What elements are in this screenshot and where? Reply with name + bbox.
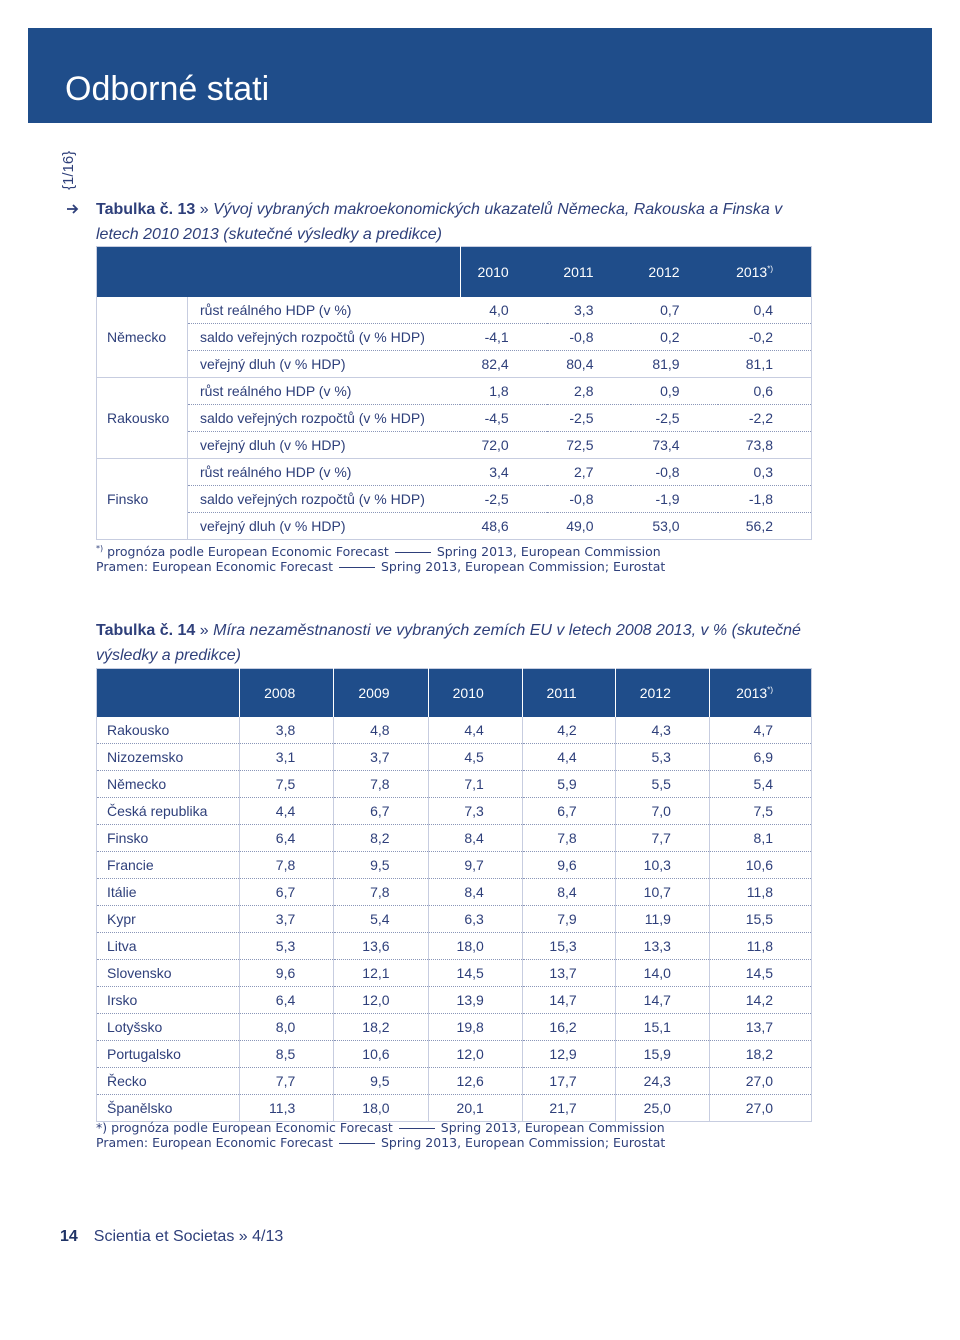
value-cell: 53,0 — [631, 513, 717, 540]
value-cell: 3,4 — [460, 459, 547, 486]
value-cell: 12,6 — [428, 1068, 522, 1095]
value-cell: 14,7 — [522, 987, 615, 1014]
table-row — [97, 405, 812, 432]
table-row — [97, 798, 812, 825]
value-cell: 49,0 — [547, 513, 632, 540]
page-footer — [60, 1228, 283, 1246]
country-cell: Francie — [97, 852, 240, 879]
value-cell: 27,0 — [709, 1068, 811, 1095]
country-cell: Německo — [97, 771, 240, 798]
value-cell: 17,7 — [522, 1068, 615, 1095]
table13-footnote — [96, 541, 665, 574]
table14-header-row — [97, 669, 812, 718]
value-cell: 7,5 — [709, 798, 811, 825]
country-cell: Portugalsko — [97, 1041, 240, 1068]
footnote-text: Pramen: European Economic Forecast — [96, 559, 333, 575]
page-counter — [52, 132, 92, 192]
value-cell: 7,1 — [428, 771, 522, 798]
value-cell: 10,3 — [615, 852, 709, 879]
table-row — [97, 879, 812, 906]
value-cell: 5,9 — [522, 771, 615, 798]
table13-header-blank — [97, 247, 461, 298]
footnote-text: Spring 2013, European Commission; Eurostat — [380, 1135, 666, 1150]
table14-footnote-line2 — [96, 1135, 665, 1150]
value-cell: 7,5 — [240, 771, 334, 798]
value-cell: 14,5 — [428, 960, 522, 987]
value-cell: 11,3 — [240, 1095, 334, 1122]
value-cell: 5,4 — [709, 771, 811, 798]
country-cell: Rakousko — [97, 717, 240, 744]
dash — [395, 552, 431, 553]
value-cell: -2,5 — [460, 486, 547, 513]
table14-year: 2011 — [522, 669, 615, 718]
value-cell: 4,8 — [334, 717, 428, 744]
table-row — [97, 486, 812, 513]
table13-footnote-line2 — [96, 559, 665, 574]
value-cell: -0,2 — [718, 324, 812, 351]
value-cell: 8,0 — [240, 1014, 334, 1041]
value-cell: 8,4 — [428, 879, 522, 906]
value-cell: -2,5 — [547, 405, 632, 432]
table14-caption-label: Tabulka č. 14 — [96, 622, 196, 639]
value-cell: 21,7 — [522, 1095, 615, 1122]
value-cell: 5,3 — [615, 744, 709, 771]
indicator-cell: veřejný dluh (v % HDP) — [188, 513, 461, 540]
value-cell: 8,5 — [240, 1041, 334, 1068]
value-cell: 2,8 — [547, 378, 632, 405]
table-row — [97, 825, 812, 852]
value-cell: 15,9 — [615, 1041, 709, 1068]
value-cell: 81,9 — [631, 351, 717, 378]
value-cell: -2,2 — [718, 405, 812, 432]
table13-caption — [96, 197, 816, 247]
country-cell: Německo — [97, 297, 188, 378]
value-cell: 6,9 — [709, 744, 811, 771]
footnote-mark: *) — [767, 264, 773, 274]
value-cell: 15,3 — [522, 933, 615, 960]
value-cell: 11,8 — [709, 933, 811, 960]
value-cell: 4,7 — [709, 717, 811, 744]
value-cell: 73,4 — [631, 432, 717, 459]
value-cell: 6,7 — [240, 879, 334, 906]
indicator-cell: růst reálného HDP (v %) — [188, 459, 461, 486]
value-cell: 11,8 — [709, 879, 811, 906]
value-cell: 8,2 — [334, 825, 428, 852]
value-cell: 9,7 — [428, 852, 522, 879]
indicator-cell: veřejný dluh (v % HDP) — [188, 432, 461, 459]
value-cell: 48,6 — [460, 513, 547, 540]
table13-header-row — [97, 247, 812, 298]
table14-footnote-line1 — [96, 1120, 665, 1135]
value-cell: 3,3 — [547, 297, 632, 324]
table-row — [97, 1095, 812, 1122]
footnote-text: prognóza podle European Economic Forecast — [107, 544, 389, 560]
table-row — [97, 771, 812, 798]
value-cell: 12,0 — [428, 1041, 522, 1068]
value-cell: 82,4 — [460, 351, 547, 378]
value-cell: 4,3 — [615, 717, 709, 744]
value-cell: 18,0 — [428, 933, 522, 960]
indicator-cell: saldo veřejných rozpočtů (v % HDP) — [188, 405, 461, 432]
value-cell: 16,2 — [522, 1014, 615, 1041]
value-cell: -4,5 — [460, 405, 547, 432]
value-cell: 10,6 — [334, 1041, 428, 1068]
page-number: 14 — [60, 1228, 78, 1245]
value-cell: 13,6 — [334, 933, 428, 960]
value-cell: 0,7 — [631, 297, 717, 324]
value-cell: 15,5 — [709, 906, 811, 933]
footnote-text: Spring 2013, European Commission — [436, 544, 661, 560]
table-row — [97, 987, 812, 1014]
footnote-text: Pramen: European Economic Forecast — [96, 1135, 333, 1150]
country-cell: Česká republika — [97, 798, 240, 825]
value-cell: 2,7 — [547, 459, 632, 486]
value-cell: 4,2 — [522, 717, 615, 744]
table-row — [97, 1041, 812, 1068]
table-row — [97, 459, 812, 486]
value-cell: 27,0 — [709, 1095, 811, 1122]
dash — [399, 1128, 435, 1129]
page-counter-text: {1/16} — [60, 150, 77, 190]
footnote-text: Spring 2013, European Commission; Eurostat — [380, 559, 666, 575]
table14-year: 2009 — [334, 669, 428, 718]
value-cell: 3,7 — [240, 906, 334, 933]
table-row — [97, 933, 812, 960]
table14-year: 2010 — [428, 669, 522, 718]
table13-year: 2011 — [547, 247, 632, 298]
value-cell: 1,8 — [460, 378, 547, 405]
value-cell: 73,8 — [718, 432, 812, 459]
value-cell: 14,7 — [615, 987, 709, 1014]
section-title: Odborné stati — [65, 70, 270, 108]
table-row — [97, 960, 812, 987]
indicator-cell: saldo veřejných rozpočtů (v % HDP) — [188, 324, 461, 351]
value-cell: 6,7 — [522, 798, 615, 825]
value-cell: 4,4 — [428, 717, 522, 744]
table14-year: 2008 — [240, 669, 334, 718]
country-cell: Rakousko — [97, 378, 188, 459]
table14-caption — [96, 618, 816, 668]
value-cell: 14,5 — [709, 960, 811, 987]
value-cell: 0,9 — [631, 378, 717, 405]
value-cell: 0,2 — [631, 324, 717, 351]
value-cell: 7,7 — [615, 825, 709, 852]
footnote-mark: *) — [96, 544, 104, 553]
table14-header-blank — [97, 669, 240, 718]
value-cell: 10,7 — [615, 879, 709, 906]
table14-caption-text: Míra nezaměstnanosti ve vybraných zemích EU v letech 2008 2013, v % (skutečné výsledky a predikce) — [96, 622, 801, 664]
value-cell: 6,7 — [334, 798, 428, 825]
value-cell: 12,1 — [334, 960, 428, 987]
table13-year: 2010 — [460, 247, 547, 298]
value-cell: 6,4 — [240, 987, 334, 1014]
value-cell: -0,8 — [547, 486, 632, 513]
value-cell: 13,9 — [428, 987, 522, 1014]
value-cell: 72,0 — [460, 432, 547, 459]
value-cell: 10,6 — [709, 852, 811, 879]
value-cell: 72,5 — [547, 432, 632, 459]
value-cell: 15,1 — [615, 1014, 709, 1041]
table-row — [97, 717, 812, 744]
country-cell: Finsko — [97, 825, 240, 852]
table13-year: 2013 — [736, 264, 768, 280]
value-cell: 7,3 — [428, 798, 522, 825]
table14-year: 2013 — [736, 685, 768, 701]
table13-caption-label: Tabulka č. 13 — [96, 201, 196, 218]
value-cell: -4,1 — [460, 324, 547, 351]
value-cell: 80,4 — [547, 351, 632, 378]
table13-year-last — [718, 247, 812, 298]
table-row — [97, 513, 812, 540]
country-cell: Nizozemsko — [97, 744, 240, 771]
table-row — [97, 744, 812, 771]
value-cell: 9,6 — [240, 960, 334, 987]
footnote-mark: *) — [767, 685, 773, 695]
caption-separator: » — [195, 622, 214, 639]
value-cell: 3,8 — [240, 717, 334, 744]
table-row — [97, 351, 812, 378]
table14 — [96, 668, 812, 1122]
table-row — [97, 378, 812, 405]
table14-year: 2012 — [615, 669, 709, 718]
value-cell: -1,9 — [631, 486, 717, 513]
value-cell: 5,5 — [615, 771, 709, 798]
value-cell: 8,4 — [428, 825, 522, 852]
indicator-cell: saldo veřejných rozpočtů (v % HDP) — [188, 486, 461, 513]
country-cell: Španělsko — [97, 1095, 240, 1122]
value-cell: -0,8 — [631, 459, 717, 486]
table-row — [97, 297, 812, 324]
value-cell: 9,5 — [334, 852, 428, 879]
value-cell: 7,9 — [522, 906, 615, 933]
value-cell: 5,4 — [334, 906, 428, 933]
value-cell: 18,0 — [334, 1095, 428, 1122]
value-cell: 4,0 — [460, 297, 547, 324]
value-cell: 4,4 — [522, 744, 615, 771]
country-cell: Irsko — [97, 987, 240, 1014]
value-cell: 81,1 — [718, 351, 812, 378]
value-cell: 6,3 — [428, 906, 522, 933]
value-cell: -0,8 — [547, 324, 632, 351]
footnote-text: Spring 2013, European Commission — [440, 1120, 665, 1135]
value-cell: 0,6 — [718, 378, 812, 405]
value-cell: 3,7 — [334, 744, 428, 771]
value-cell: 9,5 — [334, 1068, 428, 1095]
value-cell: 14,0 — [615, 960, 709, 987]
table13-year: 2012 — [631, 247, 717, 298]
value-cell: 9,6 — [522, 852, 615, 879]
value-cell: -2,5 — [631, 405, 717, 432]
value-cell: 7,8 — [522, 825, 615, 852]
country-cell: Kypr — [97, 906, 240, 933]
country-cell: Litva — [97, 933, 240, 960]
value-cell: 7,7 — [240, 1068, 334, 1095]
table14-footnote — [96, 1120, 665, 1150]
table-row — [97, 852, 812, 879]
table13-footnote-line1 — [96, 541, 665, 559]
journal-name: Scientia et Societas » 4/13 — [93, 1228, 284, 1245]
value-cell: 18,2 — [709, 1041, 811, 1068]
table13 — [96, 246, 812, 540]
value-cell: 8,1 — [709, 825, 811, 852]
value-cell: 12,0 — [334, 987, 428, 1014]
value-cell: 3,1 — [240, 744, 334, 771]
value-cell: 13,7 — [522, 960, 615, 987]
value-cell: 5,3 — [240, 933, 334, 960]
value-cell: 13,3 — [615, 933, 709, 960]
value-cell: -1,8 — [718, 486, 812, 513]
country-cell: Finsko — [97, 459, 188, 540]
table-row — [97, 432, 812, 459]
indicator-cell: veřejný dluh (v % HDP) — [188, 351, 461, 378]
value-cell: 14,2 — [709, 987, 811, 1014]
value-cell: 8,4 — [522, 879, 615, 906]
value-cell: 56,2 — [718, 513, 812, 540]
value-cell: 7,0 — [615, 798, 709, 825]
dash — [339, 1143, 375, 1144]
value-cell: 6,4 — [240, 825, 334, 852]
indicator-cell: růst reálného HDP (v %) — [188, 297, 461, 324]
value-cell: 7,8 — [334, 879, 428, 906]
value-cell: 25,0 — [615, 1095, 709, 1122]
dash — [339, 567, 375, 568]
arrow-right-icon — [66, 203, 80, 215]
value-cell: 0,4 — [718, 297, 812, 324]
value-cell: 7,8 — [334, 771, 428, 798]
country-cell: Lotyšsko — [97, 1014, 240, 1041]
value-cell: 4,4 — [240, 798, 334, 825]
value-cell: 19,8 — [428, 1014, 522, 1041]
table-row — [97, 1014, 812, 1041]
value-cell: 13,7 — [709, 1014, 811, 1041]
value-cell: 11,9 — [615, 906, 709, 933]
footnote-text: *) prognóza podle European Economic Forecast — [96, 1120, 393, 1135]
value-cell: 24,3 — [615, 1068, 709, 1095]
value-cell: 18,2 — [334, 1014, 428, 1041]
table-row — [97, 906, 812, 933]
value-cell: 4,5 — [428, 744, 522, 771]
country-cell: Itálie — [97, 879, 240, 906]
table-row — [97, 324, 812, 351]
indicator-cell: růst reálného HDP (v %) — [188, 378, 461, 405]
table14-year-last — [709, 669, 811, 718]
value-cell: 0,3 — [718, 459, 812, 486]
table-row — [97, 1068, 812, 1095]
country-cell: Slovensko — [97, 960, 240, 987]
table13-caption-text: Vývoj vybraných makroekonomických ukazatelů Německa, Rakouska a Finska v letech 2010 2013 (skutečné výsledky a predikce) — [96, 201, 783, 243]
value-cell: 12,9 — [522, 1041, 615, 1068]
value-cell: 20,1 — [428, 1095, 522, 1122]
value-cell: 7,8 — [240, 852, 334, 879]
country-cell: Řecko — [97, 1068, 240, 1095]
caption-separator: » — [195, 201, 214, 218]
